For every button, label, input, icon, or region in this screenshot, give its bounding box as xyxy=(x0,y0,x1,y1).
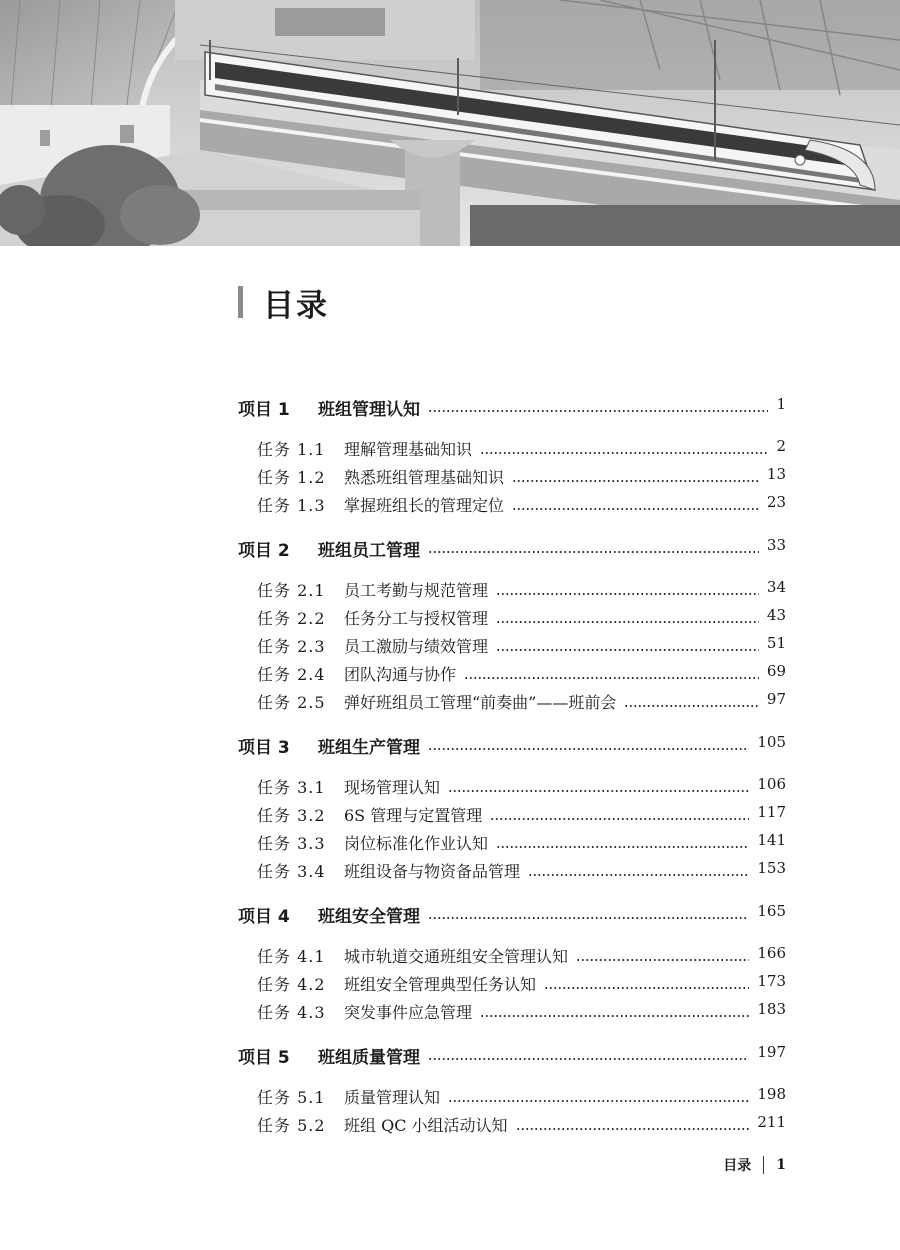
dot-leader xyxy=(428,748,749,750)
dot-leader xyxy=(496,593,759,595)
entry-page-number: 2 xyxy=(776,437,786,455)
dot-leader xyxy=(512,480,759,482)
entry-page-number: 117 xyxy=(757,803,786,821)
toc-task-entry[interactable] xyxy=(0,859,900,885)
entry-page-number: 141 xyxy=(757,831,786,849)
entry-page-number: 105 xyxy=(757,733,786,751)
toc-project-entry[interactable] xyxy=(0,733,900,759)
entry-number: 任务 2.2 xyxy=(257,609,326,628)
entry-title: 员工考勤与规范管理 xyxy=(344,581,489,600)
entry-title: 现场管理认知 xyxy=(344,778,441,797)
dot-leader xyxy=(480,452,768,454)
toc-task-entry[interactable] xyxy=(0,634,900,660)
entry-number: 任务 2.5 xyxy=(257,693,326,712)
entry-title: 弹好班组员工管理“前奏曲”——班前会 xyxy=(344,693,617,712)
dot-leader xyxy=(428,551,759,553)
dot-leader xyxy=(496,649,759,651)
entry-number: 任务 1.2 xyxy=(257,468,326,487)
entry-title: 班组管理认知 xyxy=(318,400,420,420)
entry-title: 岗位标准化作业认知 xyxy=(344,834,489,853)
dot-leader xyxy=(480,1015,749,1017)
entry-title: 掌握班组长的管理定位 xyxy=(344,496,505,515)
toc-task-entry[interactable] xyxy=(0,775,900,801)
entry-page-number: 165 xyxy=(757,902,786,920)
entry-number: 任务 3.4 xyxy=(257,862,326,881)
entry-title: 班组安全管理典型任务认知 xyxy=(344,975,537,994)
toc-task-entry[interactable] xyxy=(0,465,900,491)
entry-page-number: 211 xyxy=(757,1113,786,1131)
toc-task-entry[interactable] xyxy=(0,803,900,829)
page-footer xyxy=(723,1154,786,1176)
toc-project-entry[interactable] xyxy=(0,902,900,928)
entry-title: 任务分工与授权管理 xyxy=(344,609,489,628)
entry-page-number: 51 xyxy=(766,634,786,652)
dot-leader xyxy=(512,508,759,510)
entry-number: 任务 3.2 xyxy=(257,806,326,825)
toc-task-entry[interactable] xyxy=(0,690,900,716)
entry-title: 6S 管理与定置管理 xyxy=(344,806,483,825)
entry-page-number: 173 xyxy=(757,972,786,990)
entry-number: 任务 1.1 xyxy=(257,440,326,459)
entry-page-number: 1 xyxy=(776,395,786,413)
entry-title: 理解管理基础知识 xyxy=(344,440,473,459)
entry-title: 熟悉班组管理基础知识 xyxy=(344,468,505,487)
entry-page-number: 34 xyxy=(766,578,786,596)
footer-divider xyxy=(763,1156,764,1174)
footer-page-number: 1 xyxy=(776,1157,786,1173)
entry-number: 任务 2.3 xyxy=(257,637,326,656)
entry-title: 班组质量管理 xyxy=(318,1048,420,1068)
toc-task-entry[interactable] xyxy=(0,437,900,463)
entry-number: 项目 1 xyxy=(238,400,290,420)
entry-number: 任务 4.2 xyxy=(257,975,326,994)
entry-page-number: 198 xyxy=(757,1085,786,1103)
toc-task-entry[interactable] xyxy=(0,662,900,688)
dot-leader xyxy=(624,705,759,707)
entry-page-number: 69 xyxy=(766,662,786,680)
toc-project-entry[interactable] xyxy=(0,536,900,562)
entry-title: 员工激励与绩效管理 xyxy=(344,637,489,656)
dot-leader xyxy=(464,677,759,679)
entry-number: 任务 4.3 xyxy=(257,1003,326,1022)
toc-task-entry[interactable] xyxy=(0,1085,900,1111)
toc-task-entry[interactable] xyxy=(0,1113,900,1139)
toc-task-entry[interactable] xyxy=(0,606,900,632)
entry-number: 项目 4 xyxy=(238,907,290,927)
dot-leader xyxy=(544,987,749,989)
toc-project-entry[interactable] xyxy=(0,395,900,421)
toc-task-entry[interactable] xyxy=(0,972,900,998)
entry-number: 任务 2.4 xyxy=(257,665,326,684)
entry-page-number: 183 xyxy=(757,1000,786,1018)
entry-number: 任务 3.1 xyxy=(257,778,326,797)
entry-number: 任务 3.3 xyxy=(257,834,326,853)
entry-number: 任务 5.2 xyxy=(257,1116,326,1135)
dot-leader xyxy=(428,410,768,412)
entry-page-number: 43 xyxy=(766,606,786,624)
entry-title: 突发事件应急管理 xyxy=(344,1003,473,1022)
entry-number: 项目 3 xyxy=(238,738,290,758)
entry-number: 任务 5.1 xyxy=(257,1088,326,1107)
dot-leader xyxy=(428,917,749,919)
heading-accent-bar xyxy=(238,286,243,318)
entry-page-number: 23 xyxy=(766,493,786,511)
header-photo xyxy=(0,0,900,246)
dot-leader xyxy=(576,959,749,961)
dot-leader xyxy=(448,790,749,792)
entry-page-number: 106 xyxy=(757,775,786,793)
footer-section-label: 目录 xyxy=(723,1158,752,1174)
entry-page-number: 33 xyxy=(766,536,786,554)
toc-task-entry[interactable] xyxy=(0,831,900,857)
entry-number: 任务 4.1 xyxy=(257,947,326,966)
entry-title: 班组生产管理 xyxy=(318,738,420,758)
toc-task-entry[interactable] xyxy=(0,1000,900,1026)
entry-page-number: 153 xyxy=(757,859,786,877)
entry-title: 质量管理认知 xyxy=(344,1088,441,1107)
entry-number: 项目 2 xyxy=(238,541,290,561)
toc-task-entry[interactable] xyxy=(0,578,900,604)
dot-leader xyxy=(496,621,759,623)
entry-title: 班组员工管理 xyxy=(318,541,420,561)
dot-leader xyxy=(516,1128,749,1130)
entry-number: 项目 5 xyxy=(238,1048,290,1068)
entry-title: 班组 QC 小组活动认知 xyxy=(344,1116,508,1135)
entry-title: 团队沟通与协作 xyxy=(344,665,457,684)
toc-project-entry[interactable] xyxy=(0,1043,900,1069)
dot-leader xyxy=(448,1100,749,1102)
entry-page-number: 13 xyxy=(766,465,786,483)
dot-leader xyxy=(428,1058,749,1060)
entry-title: 城市轨道交通班组安全管理认知 xyxy=(344,947,569,966)
toc-task-entry[interactable] xyxy=(0,944,900,970)
dot-leader xyxy=(490,818,749,820)
train-on-viaduct-illustration xyxy=(0,0,900,246)
page-title: 目录 xyxy=(263,287,329,324)
dot-leader xyxy=(528,874,749,876)
entry-page-number: 166 xyxy=(757,944,786,962)
toc-task-entry[interactable] xyxy=(0,493,900,519)
entry-number: 任务 2.1 xyxy=(257,581,326,600)
entry-number: 任务 1.3 xyxy=(257,496,326,515)
dot-leader xyxy=(496,846,749,848)
entry-page-number: 197 xyxy=(757,1043,786,1061)
entry-title: 班组安全管理 xyxy=(318,907,420,927)
toc-heading xyxy=(238,282,329,322)
entry-title: 班组设备与物资备品管理 xyxy=(344,862,521,881)
entry-page-number: 97 xyxy=(766,690,786,708)
